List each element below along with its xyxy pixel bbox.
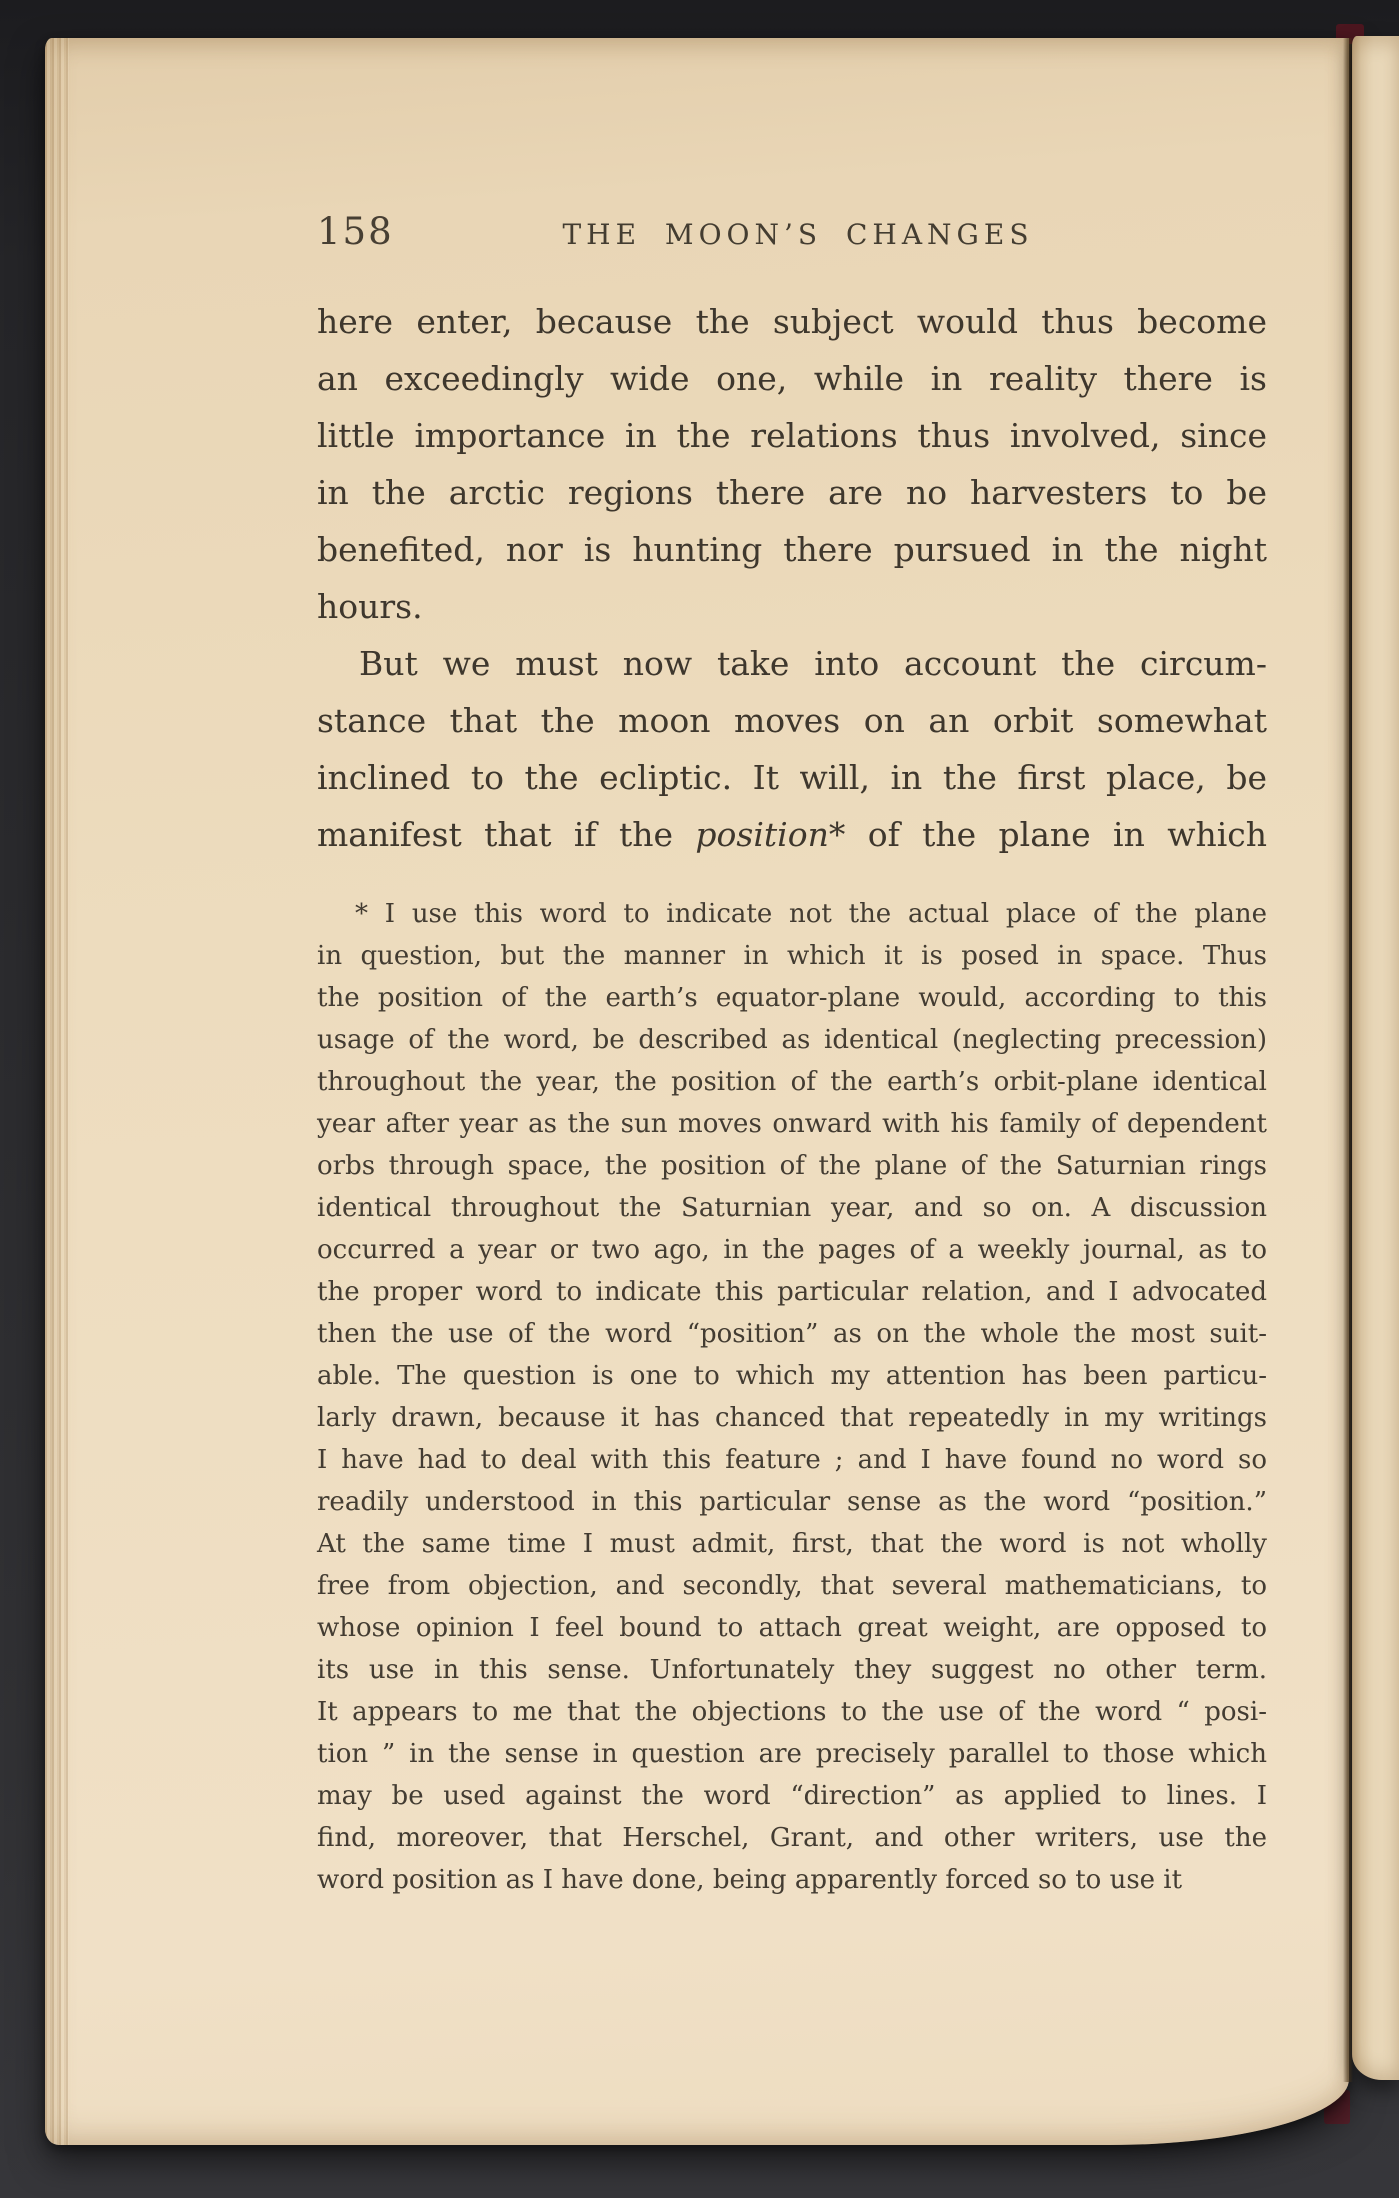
body-line: in the arctic regions there are no harvesters to be (317, 473, 1267, 512)
footnote-line: At the same time I must admit, first, that the word is not wholly (317, 1529, 1267, 1559)
footnote-line: orbs through space, the position of the plane of the Saturnian rings (317, 1151, 1267, 1181)
footnote-line: usage of the word, be described as identical (neglecting precession) (317, 1025, 1267, 1055)
footnote-line: find, moreover, that Herschel, Grant, and other writers, use the (317, 1823, 1267, 1853)
footnote-line: I have had to deal with this feature ; and I have found no word so (317, 1445, 1267, 1475)
footnote-line: its use in this sense. Unfortunately they suggest no other term. (317, 1655, 1267, 1685)
footnote-line: occurred a year or two ago, in the pages of a weekly journal, as to (317, 1235, 1267, 1265)
footnote-line: * I use this word to indicate not the actual place of the plane (355, 899, 1267, 929)
gutter-crease (1343, 38, 1353, 2082)
next-page-edge (1352, 36, 1399, 2080)
body-line-text: * of the plane in which (828, 815, 1267, 854)
footnote-line: whose opinion I feel bound to attach great weight, are opposed to (317, 1613, 1267, 1643)
footnote (317, 893, 1267, 1901)
body-paragraph-2 (317, 635, 1267, 863)
footnote-line: word position as I have done, being apparently forced so to use it (317, 1865, 1183, 1895)
page-fore-edge (45, 38, 69, 2145)
body-text (317, 293, 1267, 863)
footnote-line: in question, but the manner in which it is posed in space. Thus (317, 941, 1267, 971)
footnote-line: tion ” in the sense in question are precisely parallel to those which (317, 1739, 1267, 1769)
italic-term: position (695, 815, 829, 854)
body-line: hours. (317, 587, 423, 626)
body-line: But we must now take into account the circum- (359, 644, 1267, 683)
body-line: inclined to the ecliptic. It will, in the first place, be (317, 758, 1267, 797)
page-number: 158 (317, 210, 394, 253)
body-line: little importance in the relations thus involved, since (317, 416, 1267, 455)
footnote-line: readily understood in this particular sense as the word “position.” (317, 1487, 1267, 1517)
body-paragraph-1 (317, 293, 1267, 635)
book-page (45, 38, 1349, 2145)
footnote-line: then the use of the word “position” as on the whole the most suit- (317, 1319, 1267, 1349)
footnote-line: It appears to me that the objections to the use of the word “ posi- (317, 1697, 1267, 1727)
body-line: benefited, nor is hunting there pursued in the night (317, 530, 1267, 569)
footnote-line: may be used against the word “direction” as applied to lines. I (317, 1781, 1267, 1811)
footnote-line: larly drawn, because it has chanced that repeatedly in my writings (317, 1403, 1267, 1433)
footnote-line: the position of the earth’s equator-plane would, according to this (317, 983, 1267, 1013)
footnote-line: throughout the year, the position of the earth’s orbit-plane identical (317, 1067, 1267, 1097)
running-header: THE MOON’S CHANGES (562, 218, 1034, 251)
body-line-text: manifest that if the (317, 815, 696, 854)
body-line (317, 806, 1267, 863)
body-line: stance that the moon moves on an orbit somewhat (317, 701, 1267, 740)
footnote-line: able. The question is one to which my attention has been particu- (317, 1361, 1267, 1391)
footnote-line: identical throughout the Saturnian year, and so on. A discussion (317, 1193, 1267, 1223)
body-line: here enter, because the subject would thus become (317, 302, 1267, 341)
page-header (317, 210, 1267, 260)
body-line: an exceedingly wide one, while in reality there is (317, 359, 1267, 398)
footnote-line: the proper word to indicate this particular relation, and I advocated (317, 1277, 1267, 1307)
footnote-line: year after year as the sun moves onward with his family of dependent (317, 1109, 1267, 1139)
footnote-line: free from objection, and secondly, that several mathematicians, to (317, 1571, 1267, 1601)
